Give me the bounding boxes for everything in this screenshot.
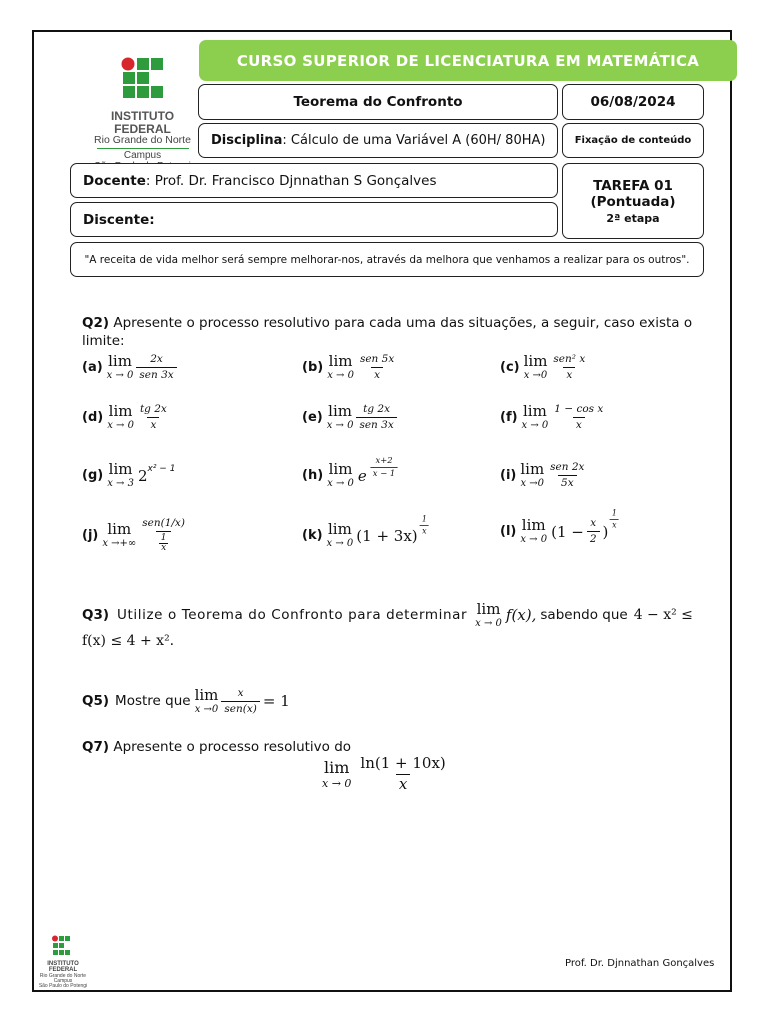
q7-text: Apresente o processo resolutivo do xyxy=(113,739,352,755)
logo-line1: INSTITUTO xyxy=(110,109,175,123)
lim-sub: x → 0 xyxy=(106,370,134,382)
logo-small-line3: Rio Grande do Norte xyxy=(39,972,87,979)
lim-sub: x → 3 xyxy=(107,478,134,489)
frac-den: 5x xyxy=(558,475,577,489)
paren-open: (1 − xyxy=(551,522,584,541)
task-line2: (Pontuada) xyxy=(590,193,676,210)
logo-small-line4: Campus xyxy=(53,977,73,984)
lim-sub: x → 0 xyxy=(327,370,354,382)
logo-line3: Rio Grande do Norte xyxy=(94,134,191,147)
paren-close: ) xyxy=(602,522,609,541)
date-text: 06/08/2024 xyxy=(590,94,676,110)
teacher-label: Docente xyxy=(83,172,146,189)
lim-word: lim xyxy=(327,520,352,539)
item-label: (l) xyxy=(500,524,517,540)
course-title: CURSO SUPERIOR DE LICENCIATURA EM MATEMÁTICA xyxy=(236,51,700,70)
frac-den: x xyxy=(371,367,383,381)
discipline-value: : Cálculo de uma Variável A (60H/ 80HA) xyxy=(282,133,546,148)
frac-den: x xyxy=(563,367,575,381)
institute-logo-small-icon xyxy=(38,935,88,957)
lim-sub: x → 0 xyxy=(107,420,134,432)
q3-text: Utilize o Teorema do Confronto para determinar xyxy=(117,607,468,624)
frac-num: sen 5x xyxy=(359,353,395,365)
lim-sub: x → 0 xyxy=(322,776,352,790)
lim-word: lim xyxy=(108,352,132,371)
task-line3: 2ª etapa xyxy=(606,211,660,225)
frac-num: x xyxy=(590,517,597,529)
frac-num: tg 2x xyxy=(363,403,391,415)
frac-den: 2 xyxy=(587,531,600,545)
lim-sub: x → 0 xyxy=(326,420,354,432)
q2-item-c xyxy=(500,354,591,381)
q2-item-e xyxy=(302,404,400,431)
q7-statement xyxy=(82,738,351,756)
topic-title: Teorema do Confronto xyxy=(293,94,463,110)
q2-text: Apresente o processo resolutivo para cada uma das situações, a seguir, caso exista o limite: xyxy=(82,315,693,350)
q5-statement xyxy=(82,688,290,715)
institute-logo-icon xyxy=(90,56,195,106)
logo-small-line1: INSTITUTO xyxy=(47,961,79,967)
exp-num: x+2 xyxy=(375,455,393,466)
frac-den: sen 3x xyxy=(136,367,176,381)
frac-den: x xyxy=(147,417,159,431)
lim-sub: x → 0 xyxy=(475,618,502,629)
q5-text: Mostre que xyxy=(115,693,191,710)
frac-num: sen² x xyxy=(553,353,586,365)
lim-word: lim xyxy=(194,686,219,705)
q7-expression xyxy=(322,756,452,793)
exp-den: x xyxy=(420,525,429,536)
q2-item-b xyxy=(302,354,400,381)
date-box xyxy=(562,84,704,120)
task-line1: TAREFA 01 xyxy=(593,177,673,194)
frac-num: ln(1 + 10x) xyxy=(360,754,446,772)
discipline-box xyxy=(198,123,558,158)
footer-author: Prof. Dr. Djnnathan Gonçalves xyxy=(565,958,715,969)
activity-type-box xyxy=(562,123,704,158)
q2-item-f xyxy=(500,404,609,431)
q2-label: Q2) xyxy=(82,315,110,331)
teacher-value: : Prof. Dr. Francisco Djnnathan S Gonçalves xyxy=(145,172,437,189)
item-label: (f) xyxy=(500,410,518,426)
frac-num: 2x xyxy=(150,353,163,365)
q5-result: = 1 xyxy=(262,692,290,711)
q2-item-h xyxy=(302,455,401,490)
quote-text: "A receita de vida melhor será sempre melhorar-nos, através da melhora que venhamos a realizar para os outros". xyxy=(84,253,690,266)
item-label: (b) xyxy=(302,360,324,376)
power-body: (1 + 3x) xyxy=(356,526,418,545)
item-label: (j) xyxy=(82,528,99,544)
lim-word: lim xyxy=(523,402,547,421)
lim-sub: x →0 xyxy=(194,704,219,716)
lim-sub: x → 0 xyxy=(327,478,354,490)
frac-den: x xyxy=(396,774,410,793)
q2-item-g xyxy=(82,462,175,489)
logo-small-line5: São Paulo do Potengi xyxy=(38,983,88,990)
lim-sub: x →0 xyxy=(523,370,548,382)
item-label: (e) xyxy=(302,410,323,426)
item-label: (a) xyxy=(82,360,103,376)
lim-word: lim xyxy=(108,402,133,421)
discipline-label: Disciplina xyxy=(211,133,283,148)
q3-ineq2: f(x) ≤ 4 + x². xyxy=(82,633,175,649)
teacher-box xyxy=(70,163,558,198)
lim-word: lim xyxy=(328,402,352,421)
task-box xyxy=(562,163,704,239)
frac-den: sen 3x xyxy=(356,417,396,431)
exp-den: x − 1 xyxy=(370,467,397,478)
q2-item-j xyxy=(82,518,191,554)
q3-text2: sabendo que xyxy=(540,607,628,624)
frac-num: sen 2x xyxy=(550,461,585,473)
logo-small-line2: FEDERAL xyxy=(48,967,78,974)
institute-logo xyxy=(90,56,195,166)
q2-item-k xyxy=(302,514,430,550)
power-base: e xyxy=(357,466,367,485)
lim-word: lim xyxy=(107,520,132,539)
q2-item-l xyxy=(500,508,621,546)
item-label: (i) xyxy=(500,468,517,484)
item-label: (k) xyxy=(302,528,323,544)
den-num: 1 xyxy=(160,533,167,544)
exp-den: x xyxy=(610,519,619,530)
lim-word: lim xyxy=(324,757,350,777)
frac-den: x xyxy=(573,417,585,431)
q3-ineq1: 4 − x² ≤ xyxy=(633,607,693,624)
lim-word: lim xyxy=(328,352,353,371)
den-den: x xyxy=(161,543,167,554)
item-label: (c) xyxy=(500,360,520,376)
frac-num: 1 − cos x xyxy=(554,403,604,415)
lim-sub: x → 0 xyxy=(326,538,354,550)
lim-word: lim xyxy=(328,460,353,479)
frac-num: tg 2x xyxy=(139,403,167,415)
student-label: Discente xyxy=(83,211,150,228)
item-label: (d) xyxy=(82,410,104,426)
course-title-bar xyxy=(199,40,737,81)
lim-word: lim xyxy=(521,516,546,535)
logo-line4: Campus xyxy=(123,150,162,162)
activity-type: Fixação de conteúdo xyxy=(574,135,692,146)
q5-label: Q5) xyxy=(82,693,110,710)
lim-word: lim xyxy=(476,600,501,618)
q7-label: Q7) xyxy=(82,739,110,755)
frac-num: x xyxy=(237,687,244,699)
q3-label: Q3) xyxy=(82,607,110,624)
frac-den: sen(x) xyxy=(221,701,259,715)
q2-item-d xyxy=(82,404,173,431)
institute-logo-small xyxy=(38,935,88,991)
q2-statement xyxy=(82,314,702,350)
exp-num: 1 xyxy=(421,514,427,524)
exp-num: 1 xyxy=(612,508,618,518)
power-base: 2 xyxy=(137,466,148,485)
topic-box xyxy=(198,84,558,120)
frac-num: sen(1/x) xyxy=(142,517,185,529)
item-label: (h) xyxy=(302,468,324,484)
lim-sub: x → 0 xyxy=(521,420,549,432)
lim-sub: x →+∞ xyxy=(102,538,137,550)
student-value: : xyxy=(149,211,155,228)
lim-word: lim xyxy=(523,352,548,371)
quote-box xyxy=(70,242,704,277)
lim-word: lim xyxy=(520,460,545,479)
lim-sub: x →0 xyxy=(520,478,545,490)
student-box xyxy=(70,202,558,237)
q3-statement xyxy=(82,602,692,629)
logo-divider xyxy=(97,148,189,149)
q3-fx: f(x), xyxy=(505,606,537,625)
lim-word: lim xyxy=(108,460,133,478)
q2-item-i xyxy=(500,462,590,489)
q2-item-a xyxy=(82,354,180,381)
item-label: (g) xyxy=(82,468,104,483)
lim-sub: x → 0 xyxy=(520,534,548,546)
logo-line2: FEDERAL xyxy=(114,121,171,136)
power-exp: x² − 1 xyxy=(147,463,176,474)
